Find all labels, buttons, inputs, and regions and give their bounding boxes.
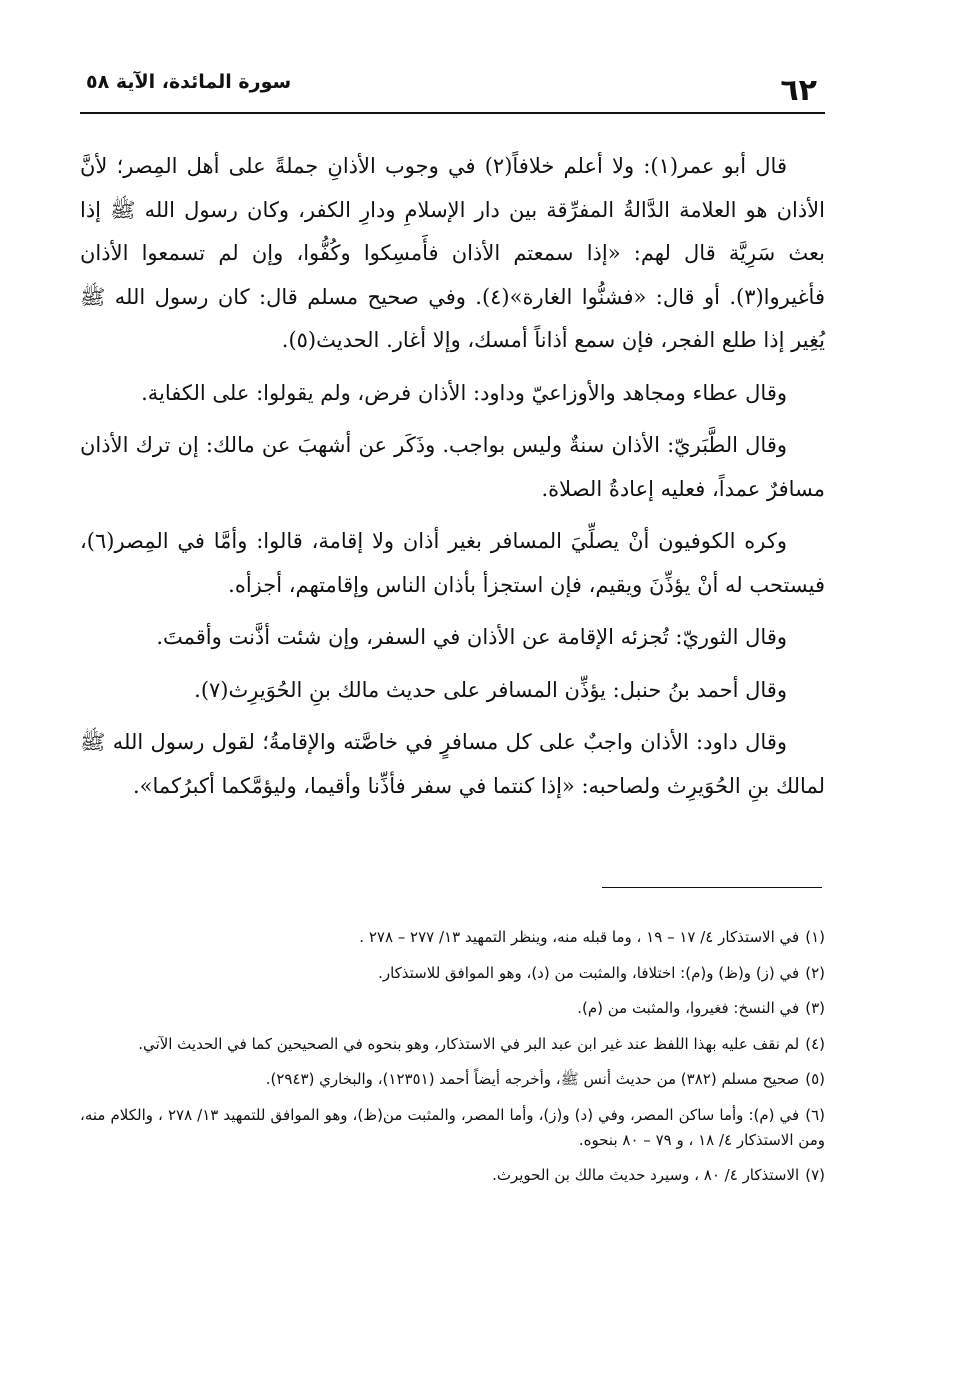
footnote-mark: (٣) [805, 999, 825, 1017]
footnote [80, 925, 825, 950]
footnote-text: في النسخ: فغيروا، والمثبت من (م). [577, 999, 800, 1017]
footnote-text: في (م): وأما ساكن المصر، وفي (د) و(ز)، وأما المصر، والمثبت من(ظ)، وهو الموافق للتمهيد ١٣/ ٢٧٨ ، والكلام منه، ومن الاستذكار ٤/ ١٨ ، و ٧٩ – ٨٠ بنحوه. [80, 1105, 825, 1149]
footnote-mark: (٦) [805, 1105, 826, 1124]
footnote-text: الاستذكار ٤/ ٨٠ ، وسيرد حديث مالك بن الحويرث. [492, 1166, 800, 1184]
footnote [80, 996, 825, 1021]
footnote-mark: (٢) [805, 963, 825, 982]
page-number: ٦٢ [780, 73, 817, 108]
main-text [80, 145, 825, 817]
paragraph: وقال الطَّبَريّ: الأذان سنةٌ وليس بواجب. وذَكَر عن أشهبَ عن مالك: إن ترك الأذان مسافرٌ عمداً، فعليه إعادةُ الصلاة. [80, 433, 825, 501]
footnote-mark: (١) [805, 928, 825, 946]
footnote-mark: (٧) [805, 1166, 825, 1184]
footnote-separator [602, 887, 822, 888]
footnote [80, 1032, 825, 1057]
footnote-text: صحيح مسلم (٣٨٢) من حديث أنس ﷺ، وأخرجه أيضاً أحمد (١٢٣٥١)، والبخاري (٢٩٤٣). [265, 1070, 800, 1088]
footnote [80, 961, 825, 986]
footnote-mark: (٥) [805, 1070, 825, 1088]
footnote-text: في (ز) و(ظ) و(م): اختلافا، والمثبت من (د)، وهو الموافق للاستذكار. [378, 963, 800, 982]
paragraph: وكره الكوفيون أنْ يصلِّيَ المسافر بغير أذان ولا إقامة، قالوا: وأمَّا في المِصر(٦)، فيستحب له أنْ يؤذِّنَ ويقيم، فإن استجزأ بأذان الناس وإقامتهم، أجزأه. [80, 529, 825, 597]
footnote-text: في الاستذكار ٤/ ١٧ – ١٩ ، وما قبله منه، وينظر التمهيد ١٣/ ٢٧٧ – ٢٧٨ . [359, 928, 800, 946]
paragraph: قال أبو عمر(١): ولا أعلم خلافاً(٢) في وجوب الأذانِ جملةً على أهل المِصر؛ لأنَّ الأذان هو العلامة الدَّالةُ المفرِّقة بين دار الإسلامِ ودارِ الكفر، وكان رسول الله ﷺ إذا بعث سَرِيَّة قال لهم: «إذا سمعتم الأذان فأَمسِكوا وكُفُّوا، وإن لم تسمعوا الأذان فأغيروا(٣). أو قال: «فشنُّوا الغارة»(٤). وفي صحيح مسلم قال: كان رسول الله ﷺ يُغِير إذا طلع الفجر، فإن سمع أذاناً أمسك، وإلا أغار. الحديث(٥). [80, 154, 825, 352]
footnote-text: لم نقف عليه بهذا اللفظ عند غير ابن عبد البر في الاستذكار، وهو بنحوه في الصحيحين كما في الحديث الآتي. [138, 1034, 800, 1053]
running-title: سورة المائدة، الآية ٥٨ [86, 71, 292, 93]
paragraph: وقال أحمد بنُ حنبل: يؤذِّن المسافر على حديث مالك بنِ الحُوَيرِث(٧). [194, 677, 787, 702]
footnote [80, 1067, 825, 1092]
paragraph: وقال الثوريّ: تُجزئه الإقامة عن الأذان في السفر، وإن شئت أذَّنت وأقمتَ. [156, 625, 787, 649]
footnote-mark: (٤) [805, 1034, 825, 1053]
paragraph: وقال داود: الأذان واجبٌ على كل مسافرٍ في خاصَّته والإقامةُ؛ لقول رسول الله ﷺ لمالك بنِ الحُوَيرِث ولصاحبه: «إذا كنتما في سفر فأذِّنا وأقيما، وليؤمَّكما أكبرُكما». [80, 730, 825, 798]
footnote [80, 1163, 825, 1188]
page-header [80, 62, 825, 114]
footnote [80, 1103, 825, 1153]
paragraph: وقال عطاء ومجاهد والأوزاعيّ وداود: الأذان فرض، ولم يقولوا: على الكفاية. [141, 380, 787, 405]
header-rule [80, 112, 825, 114]
footnotes [80, 925, 825, 1199]
